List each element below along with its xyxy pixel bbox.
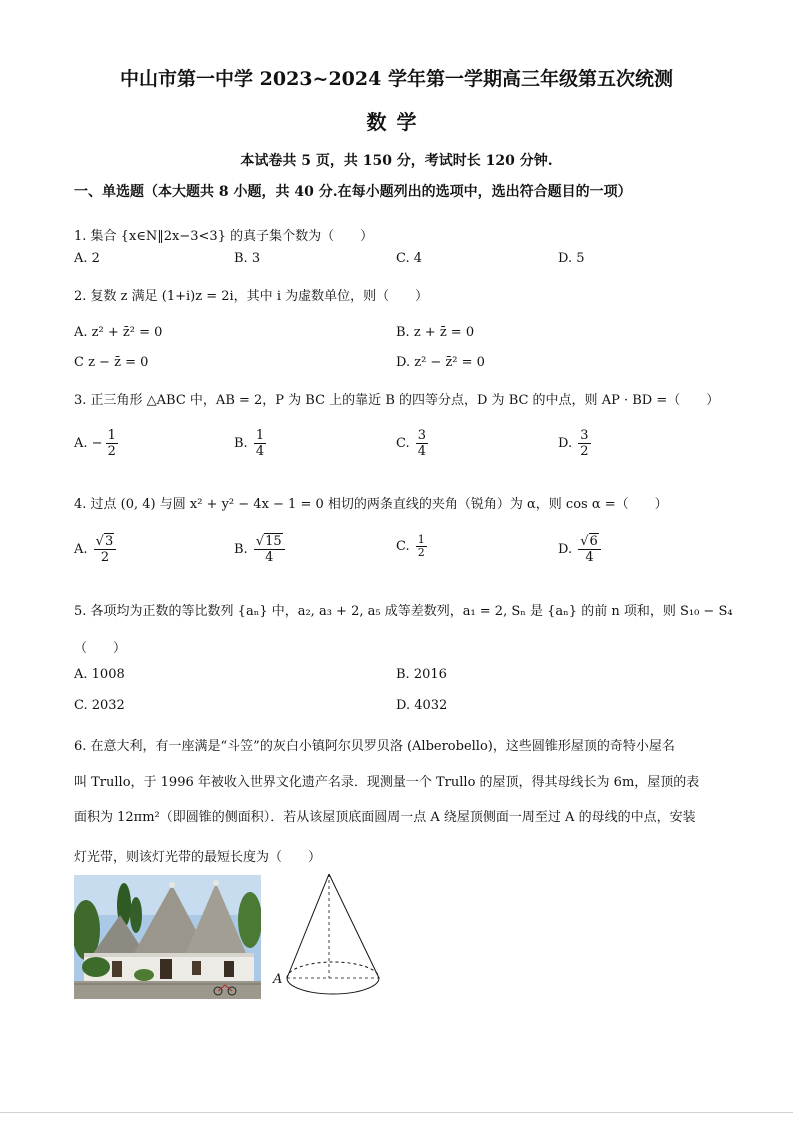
option-b-label: B. bbox=[234, 436, 248, 451]
denominator: 2 bbox=[417, 546, 425, 559]
question-6-line-3: 面积为 12πm²（即圆锥的侧面积）．若从该屋顶底面圆周一点 A 绕屋顶侧面一周至过 A 的母线的中点，安装 bbox=[74, 810, 696, 825]
fraction bbox=[94, 534, 117, 565]
question-5-stem: 5. 各项均为正数的等比数列 {aₙ} 中，a₂, a₃ + 2, a₅ 成等差数列，a₁ = 2, Sₙ 是 {aₙ} 的前 n 项和，则 S₁₀ − S₄ bbox=[74, 604, 733, 619]
negative-sign: − bbox=[91, 436, 103, 451]
question-4-stem: 4. 过点 (0, 4) 与圆 x² + y² − 4x − 1 = 0 相切的两条直线的夹角（锐角）为 α，则 cos α =（ ） bbox=[74, 497, 668, 512]
cone-diagram bbox=[272, 870, 387, 1005]
question-5-option-c: C. 2032 bbox=[74, 698, 125, 713]
question-5-option-a: A. 1008 bbox=[74, 667, 125, 682]
option-d-label: D. bbox=[558, 436, 573, 451]
question-6-line-4: 灯光带，则该灯光带的最短长度为（ ） bbox=[74, 850, 322, 865]
question-2-option-c: C z − z̄ = 0 bbox=[74, 355, 149, 370]
question-4-option-b bbox=[234, 534, 287, 565]
option-d-label: D. bbox=[558, 542, 573, 557]
question-3-option-b bbox=[234, 428, 268, 459]
fraction bbox=[416, 534, 427, 559]
radicand: 3 bbox=[104, 534, 114, 549]
fraction bbox=[254, 428, 266, 459]
question-3-stem: 3. 正三角形 △ABC 中，AB = 2，P 为 BC 上的靠近 B 的四等分点，D 为 BC 的中点，则 AP · BD =（ ） bbox=[74, 393, 720, 408]
option-a-label: A. bbox=[74, 542, 88, 557]
page-divider bbox=[0, 1112, 793, 1113]
fraction bbox=[254, 534, 285, 565]
fraction bbox=[578, 428, 590, 459]
fraction bbox=[578, 534, 601, 565]
numerator: √6 bbox=[578, 534, 601, 550]
question-5-stem-answer-bracket: （ ） bbox=[74, 641, 127, 656]
question-5-option-b: B. 2016 bbox=[396, 667, 447, 682]
radicand: 6 bbox=[589, 534, 598, 549]
denominator: 4 bbox=[417, 444, 427, 459]
fraction bbox=[106, 428, 118, 459]
denominator: 2 bbox=[580, 444, 589, 459]
question-2-option-a: A. z² + z̄² = 0 bbox=[74, 325, 163, 340]
question-5-option-d: D. 4032 bbox=[396, 698, 448, 713]
question-1-option-a: A. 2 bbox=[74, 251, 100, 266]
option-c-label: C. bbox=[396, 436, 410, 451]
question-1-stem: 1. 集合 {x∈N‖2x−3<3} 的真子集个数为（ ） bbox=[74, 229, 374, 244]
question-1-option-b: B. 3 bbox=[234, 251, 261, 266]
numerator: 3 bbox=[417, 428, 427, 443]
trulli-photo bbox=[74, 875, 261, 999]
exam-title: 中山市第一中学 2023~2024 学年第一学期高三年级第五次统测 bbox=[120, 68, 673, 90]
radicand: 15 bbox=[265, 534, 282, 549]
question-4-option-c bbox=[396, 534, 429, 559]
cone-point-label: A bbox=[273, 972, 283, 987]
denominator: 2 bbox=[100, 550, 110, 565]
denominator: 4 bbox=[255, 444, 265, 459]
question-4-option-d bbox=[558, 534, 603, 565]
numerator: 1 bbox=[107, 428, 116, 443]
section-heading: 一、单选题（本大题共 8 小题，共 40 分.在每小题列出的选项中，选出符合题目的一项） bbox=[74, 184, 632, 200]
numerator: 1 bbox=[255, 428, 265, 443]
numerator: √15 bbox=[254, 534, 285, 550]
numerator: 1 bbox=[417, 533, 425, 546]
option-c-label: C. bbox=[396, 539, 410, 554]
numerator: 3 bbox=[580, 428, 589, 443]
question-1-option-d: D. 5 bbox=[558, 251, 585, 266]
numerator: √3 bbox=[94, 534, 117, 550]
question-2-option-b: B. z + z̄ = 0 bbox=[396, 325, 475, 340]
option-a-label: A. bbox=[74, 436, 88, 451]
question-2-option-d: D. z² − z̄² = 0 bbox=[396, 355, 485, 370]
option-b-label: B. bbox=[234, 542, 248, 557]
question-3-option-a bbox=[74, 428, 120, 459]
exam-note: 本试卷共 5 页，共 150 分，考试时长 120 分钟. bbox=[240, 153, 553, 169]
denominator: 4 bbox=[585, 550, 594, 565]
denominator: 4 bbox=[265, 550, 274, 565]
question-2-stem: 2. 复数 z 满足 (1+i)z = 2i，其中 i 为虚数单位，则（ ） bbox=[74, 289, 429, 304]
question-3-option-c bbox=[396, 428, 430, 459]
question-4-option-a bbox=[74, 534, 118, 565]
question-3-option-d bbox=[558, 428, 593, 459]
subject-title: 数学 bbox=[366, 110, 427, 134]
question-6-line-1: 6. 在意大利，有一座满是“斗笠”的灰白小镇阿尔贝罗贝洛 (Alberobello)，这些圆锥形屋顶的奇特小屋名 bbox=[74, 739, 675, 754]
question-6-line-2: 叫 Trullo，于 1996 年被收入世界文化遗产名录．现测量一个 Trullo 的屋顶，得其母线长为 6m，屋顶的表 bbox=[74, 775, 700, 790]
question-1-option-c: C. 4 bbox=[396, 251, 423, 266]
denominator: 2 bbox=[107, 444, 116, 459]
fraction bbox=[416, 428, 428, 459]
